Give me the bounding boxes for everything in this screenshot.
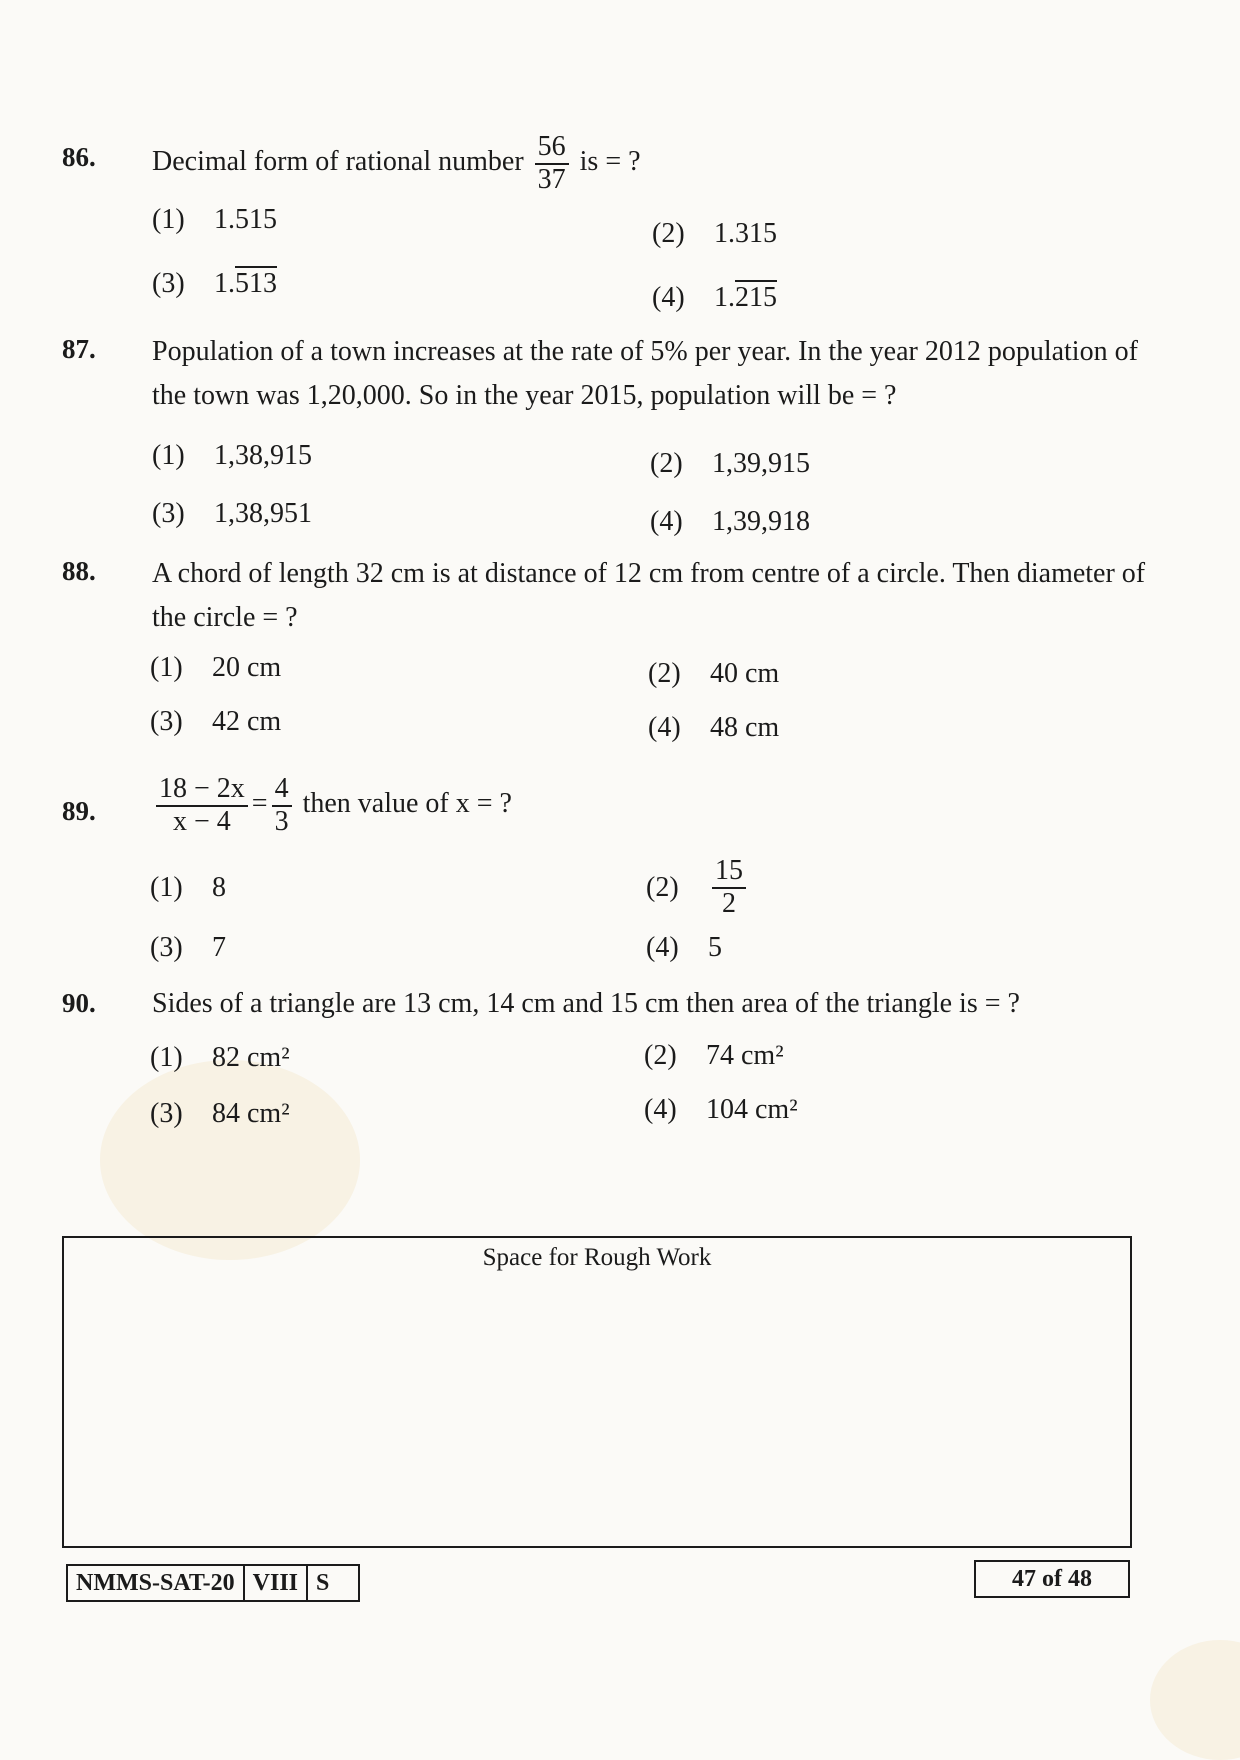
page-number: 47 of 48: [974, 1560, 1130, 1598]
option-value: 84 cm²: [212, 1098, 290, 1129]
fraction-numerator: 18 − 2x: [156, 774, 248, 807]
option-1[interactable]: [150, 1042, 290, 1074]
paper-stain: [1150, 1640, 1240, 1760]
question-number: 90.: [62, 988, 96, 1018]
fraction-denominator: 3: [274, 805, 289, 837]
option-label: (4): [650, 506, 683, 537]
option-label: (2): [650, 448, 683, 479]
option-label: (4): [652, 282, 685, 313]
option-4[interactable]: [648, 712, 779, 744]
question-number: 88.: [62, 556, 96, 586]
class-code: VIII: [245, 1566, 308, 1600]
recurring-digits: 513: [235, 268, 277, 299]
option-value: 48 cm: [710, 712, 780, 743]
option-label: (3): [150, 932, 183, 963]
option-value: 1.: [214, 268, 235, 299]
question-number: 89.: [62, 796, 96, 826]
option-2[interactable]: [646, 856, 750, 920]
option-3[interactable]: [150, 706, 281, 738]
option-value: 1.515: [214, 204, 277, 235]
option-2[interactable]: [648, 658, 779, 690]
option-value: 82 cm²: [212, 1042, 290, 1073]
rough-work-title: Space for Rough Work: [482, 1244, 712, 1271]
option-value: 74 cm²: [706, 1040, 784, 1071]
option-label: (2): [648, 658, 681, 689]
equals-sign: =: [251, 788, 268, 820]
fraction-numerator: 4: [272, 774, 292, 807]
question-number: 87.: [62, 334, 96, 364]
option-value: 1,39,918: [712, 506, 810, 537]
exam-code: NMMS-SAT-20: [68, 1566, 245, 1600]
option-label: (4): [648, 712, 681, 743]
option-4[interactable]: [650, 506, 810, 538]
set-code: S: [316, 1570, 330, 1596]
option-value: 1,39,915: [712, 448, 810, 479]
rough-work-box: [62, 1236, 1132, 1548]
fraction-denominator: 37: [537, 163, 566, 195]
paper-stain: [100, 1060, 360, 1260]
question-number: 86.: [62, 142, 96, 172]
option-label: (1): [152, 440, 185, 471]
option-2[interactable]: [644, 1040, 784, 1072]
question-text: A chord of length 32 cm is at distance of 12 cm from centre of a circle. Then diameter of the circle = ?: [152, 558, 1146, 633]
option-1[interactable]: [152, 204, 277, 236]
fraction-numerator: 15: [712, 856, 746, 889]
option-2[interactable]: [650, 448, 810, 480]
option-label: (2): [646, 871, 679, 903]
option-label: (4): [644, 1094, 677, 1125]
question-text: [152, 774, 1162, 838]
option-label: (3): [150, 1098, 183, 1129]
option-label: (3): [150, 706, 183, 737]
option-label: (1): [150, 872, 183, 903]
option-3[interactable]: [150, 932, 226, 964]
option-1[interactable]: [150, 652, 281, 684]
option-1[interactable]: [152, 440, 312, 472]
exam-code-box: [66, 1564, 360, 1602]
option-label: (2): [652, 218, 685, 249]
option-label: (1): [150, 1042, 183, 1073]
question-text: Population of a town increases at the rate of 5% per year. In the year 2012 population of the town was 1,20,000. So in the year 2015, population will be = ?: [152, 336, 1138, 411]
question-text: [152, 132, 1162, 196]
option-label: (1): [150, 652, 183, 683]
option-value: 20 cm: [212, 652, 282, 683]
option-2[interactable]: [652, 218, 777, 250]
question-text-part: Decimal form of rational number: [152, 146, 524, 178]
question-text-part: is = ?: [579, 146, 641, 178]
recurring-digits: 215: [735, 282, 777, 313]
option-1[interactable]: [150, 872, 226, 904]
option-3[interactable]: [152, 268, 277, 300]
option-4[interactable]: [646, 932, 722, 964]
option-3[interactable]: [150, 1098, 290, 1130]
fraction: [272, 774, 292, 838]
option-value: 5: [708, 932, 722, 963]
fraction-denominator: x − 4: [173, 805, 231, 837]
option-value: 1.315: [714, 218, 777, 249]
option-value: 42 cm: [212, 706, 282, 737]
option-label: (4): [646, 932, 679, 963]
option-value: 1.: [714, 282, 735, 313]
option-label: (1): [152, 204, 185, 235]
option-label: (3): [152, 498, 185, 529]
option-value: 104 cm²: [706, 1094, 798, 1125]
fraction: [535, 132, 569, 196]
option-3[interactable]: [152, 498, 312, 530]
option-4[interactable]: [644, 1094, 798, 1126]
fraction-denominator: 2: [722, 887, 736, 919]
option-4[interactable]: [652, 282, 777, 314]
fraction: [156, 774, 248, 838]
fraction: [712, 856, 746, 920]
option-value: 1,38,915: [214, 440, 312, 471]
option-label: (2): [644, 1040, 677, 1071]
fraction-numerator: 56: [535, 132, 569, 165]
option-label: (3): [152, 268, 185, 299]
question-text-part: then value of x = ?: [302, 788, 512, 820]
option-value: 8: [212, 872, 226, 903]
option-value: 1,38,951: [214, 498, 312, 529]
question-text: Sides of a triangle are 13 cm, 14 cm and 15 cm then area of the triangle is = ?: [152, 988, 1020, 1019]
option-value: 7: [212, 932, 226, 963]
option-value: 40 cm: [710, 658, 780, 689]
